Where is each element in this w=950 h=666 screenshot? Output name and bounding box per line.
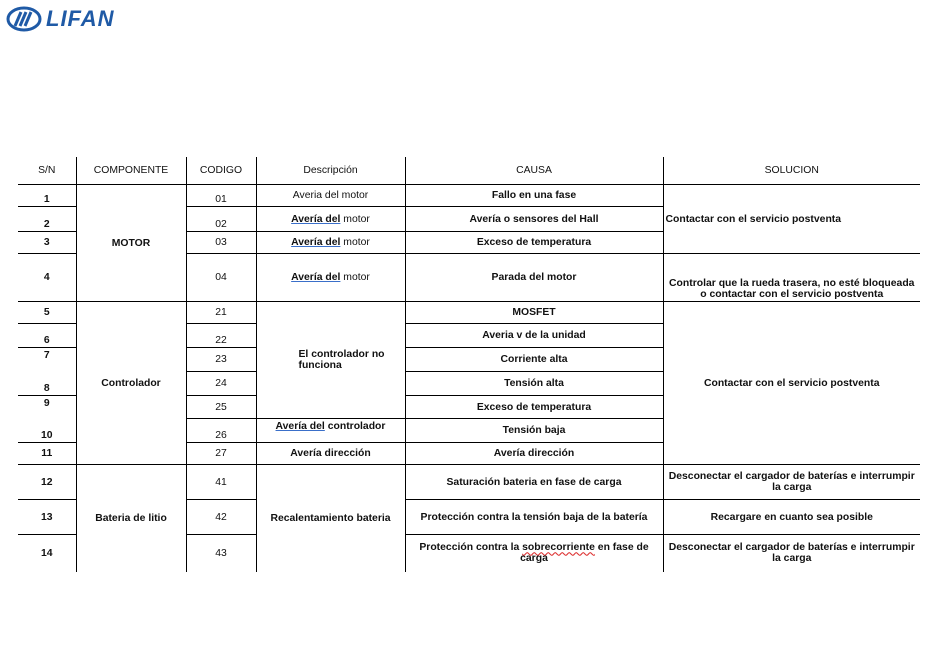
header-cause: CAUSA (405, 157, 663, 185)
cause-cell: Fallo en una fase (405, 185, 663, 207)
code-cell: 43 (186, 535, 256, 572)
solution-cell: Desconectar el cargador de baterías e interrumpir la carga (663, 535, 920, 572)
sn-cell: 4 (18, 254, 76, 302)
code-cell: 21 (186, 302, 256, 324)
cause-cell: Protección contra la tensión baja de la batería (405, 500, 663, 535)
sn-cell: 7 (43, 350, 50, 361)
cause-cell: Corriente alta (405, 348, 663, 372)
cause-cell: Exceso de temperatura (405, 232, 663, 254)
desc-cell: Avería del controlador (256, 419, 405, 443)
code-cell: 02 (186, 207, 256, 232)
table-row (18, 465, 920, 500)
cause-cell: Tensión baja (405, 419, 663, 443)
cause-cell: Avería dirección (405, 443, 663, 465)
component-battery: Bateria de litio (76, 465, 186, 572)
sn-cell: 1 (18, 185, 76, 207)
cause-cell: Avería o sensores del Hall (405, 207, 663, 232)
code-cell: 41 (186, 465, 256, 500)
solution-cell: Contactar con el servicio postventa (663, 302, 920, 465)
fault-code-table (18, 157, 920, 572)
code-cell: 26 (186, 419, 256, 443)
cause-cell: MOSFET (405, 302, 663, 324)
table-header-row (18, 157, 920, 185)
solution-cell: Controlar que la rueda trasera, no esté bloqueada o contactar con el servicio postventa (663, 254, 920, 302)
cause-cell: Averia v de la unidad (405, 324, 663, 348)
solution-cell: Desconectar el cargador de baterías e interrumpir la carga (663, 465, 920, 500)
cause-cell: Parada del motor (405, 254, 663, 302)
code-cell: 03 (186, 232, 256, 254)
sn-cell: 14 (40, 547, 53, 559)
desc-cell: Avería del motor (256, 232, 405, 254)
header-solution: SOLUCION (663, 157, 920, 185)
sn-cell: 13 (18, 500, 76, 535)
sn-cell: 9 (43, 398, 50, 409)
table-row (18, 185, 920, 207)
code-cell: 01 (186, 185, 256, 207)
cause-cell: Exceso de temperatura (405, 396, 663, 419)
code-cell: 25 (186, 396, 256, 419)
component-controller: Controlador (76, 302, 186, 465)
merged-desc-controller: El controlador no funciona (256, 302, 405, 419)
component-motor: MOTOR (76, 185, 186, 302)
header-code: CODIGO (186, 157, 256, 185)
lifan-emblem-icon (6, 6, 42, 32)
sn-cell: 3 (18, 232, 76, 254)
sn-cell: 11 (18, 443, 76, 465)
sn-cell: 5 (18, 302, 76, 324)
sn-cell: 2 (18, 207, 76, 232)
sn-cell: 12 (18, 465, 76, 500)
solution-cell: Contactar con el servicio postventa (663, 185, 920, 254)
header-component: COMPONENTE (76, 157, 186, 185)
header-description: Descripción (256, 157, 405, 185)
sn-cell: 6 (18, 324, 76, 348)
code-cell: 23 (186, 348, 256, 372)
sn-cell: 8 (18, 372, 76, 396)
code-cell: 42 (186, 500, 256, 535)
code-cell: 24 (186, 372, 256, 396)
desc-cell: Averia del motor (256, 185, 405, 207)
table-row (18, 302, 920, 324)
solution-cell: Recargare en cuanto sea posible (663, 500, 920, 535)
cause-cell: Saturación bateria en fase de carga (405, 465, 663, 500)
brand-name: LIFAN (46, 6, 115, 31)
desc-cell: Avería del motor (256, 207, 405, 232)
sn-cell: 10 (18, 419, 76, 443)
cause-cell: Tensión alta (405, 372, 663, 396)
header-sn: S/N (18, 157, 76, 185)
cause-cell: Protección contra la sobrecorriente en fase de carga (405, 535, 663, 572)
desc-cell: Avería del motor (256, 254, 405, 302)
merged-desc-battery: Recalentamiento bateria (256, 465, 405, 572)
desc-cell: Avería dirección (256, 443, 405, 465)
code-cell: 04 (186, 254, 256, 302)
brand-logo (6, 4, 115, 34)
code-cell: 22 (186, 324, 256, 348)
code-cell: 27 (186, 443, 256, 465)
